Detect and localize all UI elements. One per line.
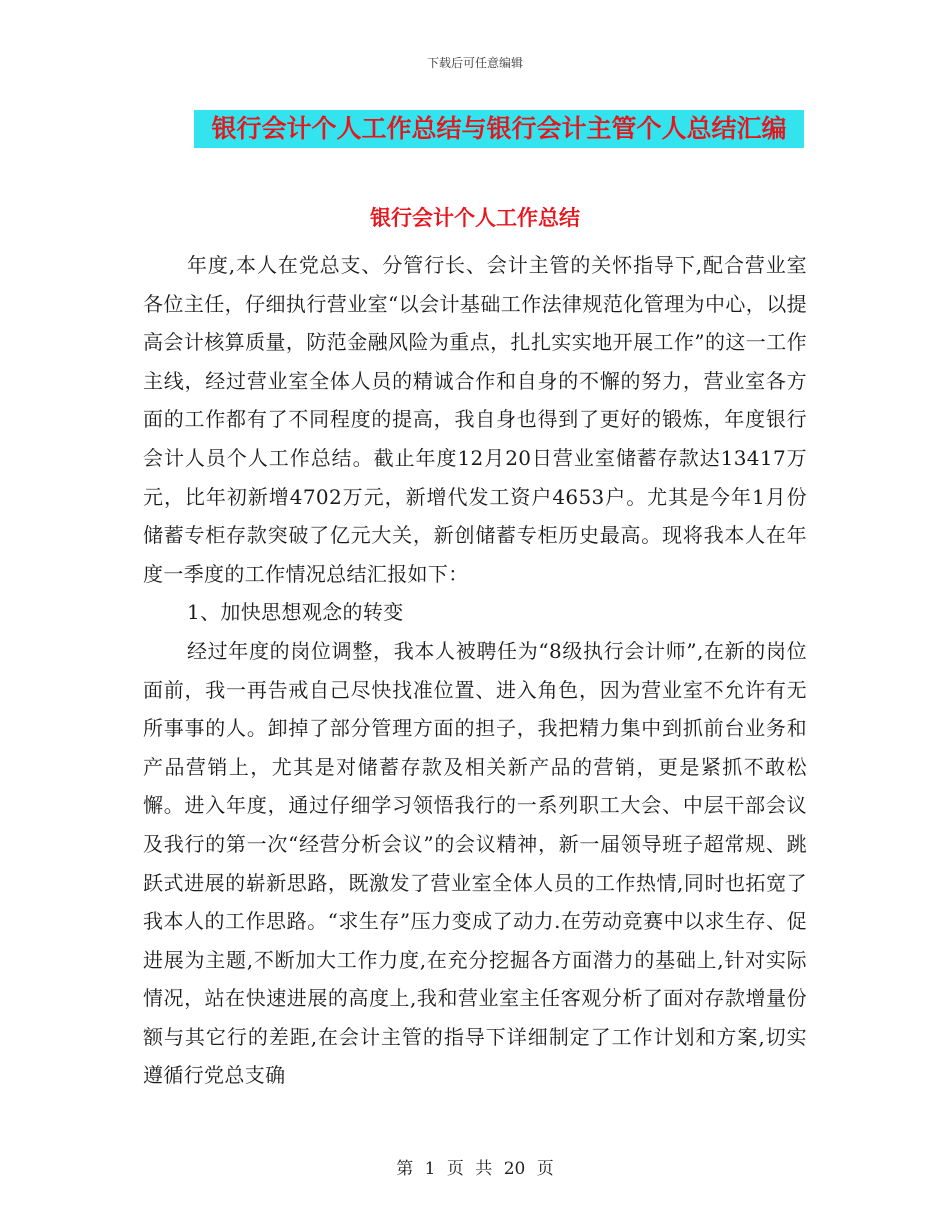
page-header-note: 下载后可任意编辑: [426, 56, 523, 70]
document-body: [143, 246, 807, 1095]
paragraph-heading-1: 1、加快思想观念的转变: [187, 600, 404, 625]
page-number-footer: 第 1 页 共 20 页: [396, 1159, 554, 1179]
section-title: 银行会计个人工作总结: [370, 206, 580, 230]
paragraph-intro: 年度,本人在党总支、分管行长、会计主管的关怀指导下,配合营业室各位主任，仔细执行营业室“以会计基础工作法律规范化管理为中心，以提高会计核算质量，防范金融风险为重点，扎扎实实地开展工作”的这一工作主线，经过营业室全体人员的精诚合作和自身的不懈的努力，营业室各方面的工作都有了不同程度的提高，我自身也得到了更好的锻炼，年度银行会计人员个人工作总结。截止年度12月20日营业室储蓄存款达13417万元，比年初新增4702万元，新增代发工资户4653户。尤其是今年1月份储蓄专柜存款突破了亿元大关，新创储蓄专柜历史最高。现将我本人在年度一季度的工作情况总结汇报如下：: [143, 253, 807, 586]
document-main-title: 银行会计个人工作总结与银行会计主管个人总结汇编: [194, 110, 804, 148]
paragraph-body-1: 经过年度的岗位调整，我本人被聘任为“8级执行会计师”,在新的岗位面前，我一再告戒自己尽快找准位置、进入角色，因为营业室不允许有无所事事的人。卸掉了部分管理方面的担子，我把精力集中到抓前台业务和产品营销上，尤其是对储蓄存款及相关新产品的营销，更是紧抓不敢松懈。进入年度，通过仔细学习领悟我行的一系列职工大会、中层干部会议及我行的第一次“经营分析会议”的会议精神，新一届领导班子超常规、跳跃式进展的崭新思路，既激发了营业室全体人员的工作热情,同时也拓宽了我本人的工作思路。“求生存”压力变成了动力.在劳动竞赛中以求生存、促进展为主题,不断加大工作力度,在充分挖掘各方面潜力的基础上,针对实际情况，站在快速进展的高度上,我和营业室主任客观分析了面对存款增量份额与其它行的差距,在会计主管的指导下详细制定了工作计划和方案,切实遵循行党总支确: [143, 638, 807, 1088]
